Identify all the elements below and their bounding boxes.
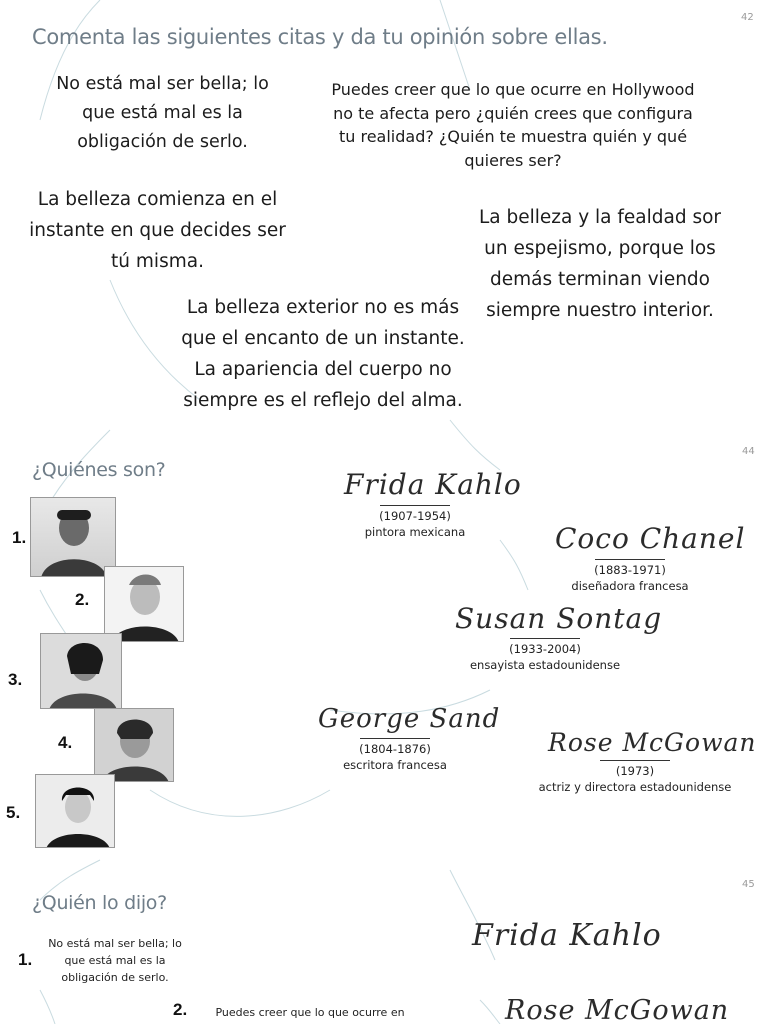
page-number: 44 [742,446,755,457]
page-number: 42 [741,12,754,23]
quote-2: Puedes creer que lo que ocurre en Hollywood no te afecta pero ¿quién crees que configura tu realidad? ¿Quién te muestra quién y qué quieres ser? [331,80,695,170]
signature-frida-kahlo: Frida Kahlo [472,918,662,953]
signature-george-sand: George Sand [318,704,501,734]
caption-years: (1973) [615,764,655,778]
portrait-icon [95,709,174,782]
caption-rule [380,505,450,506]
quote-5: La belleza exterior no es más que el encanto de un instante. La apariencia del cuerpo no siempre es el reflejo del alma. [181,297,465,411]
photo-number: 1. [12,528,27,547]
signature-coco-chanel: Coco Chanel [555,522,746,555]
page-heading: Comenta las siguientes citas y da tu opinión sobre ellas. [32,25,608,49]
page-number: 45 [742,879,755,890]
item-number: 1. [18,950,33,969]
caption-coco-chanel [550,559,710,594]
caption-rule [600,760,670,761]
caption-george-sand [325,738,465,773]
quote-4: La belleza y la fealdad sor un espejismo, porque los demás terminan viendo siempre nuestro interior. [478,207,722,321]
portrait-icon [41,634,122,709]
photo-number: 4. [58,733,73,752]
portrait-photo-3 [40,633,122,709]
portrait-icon [36,775,115,848]
caption-desc: pintora mexicana [364,525,466,539]
quote-item-2: Puedes creer que lo que ocurre en [215,1006,405,1019]
portrait-photo-2 [104,566,184,642]
photo-number: 5. [6,803,21,822]
caption-years: (1804-1876) [359,742,431,756]
photo-number: 2. [75,590,90,609]
item-number: 2. [173,1000,188,1019]
caption-frida-kahlo [340,505,490,540]
signature-rose-mcgowan: Rose McGowan [548,728,757,757]
caption-desc: actriz y directora estadounidense [538,780,732,794]
caption-rose-mcgowan [530,760,740,795]
signature-rose-mcgowan: Rose McGowan [505,995,730,1026]
caption-desc: diseñadora francesa [571,579,689,593]
portrait-photo-4 [94,708,174,782]
caption-desc: escritora francesa [343,758,447,772]
caption-rule [510,638,580,639]
signature-frida-kahlo: Frida Kahlo [344,468,522,501]
photo-number: 3. [8,670,23,689]
caption-years: (1933-2004) [509,642,581,656]
caption-rule [595,559,665,560]
page-heading: ¿Quiénes son? [32,459,166,481]
signature-susan-sontag: Susan Sontag [455,602,663,635]
portrait-icon [105,567,184,642]
caption-rule [360,738,430,739]
caption-years: (1907-1954) [379,509,451,523]
portrait-photo-5 [35,774,115,848]
portrait-photo-1 [30,497,116,577]
caption-years: (1883-1971) [594,563,666,577]
quote-1: No está mal ser bella; lo que está mal es la obligación de serlo. [56,74,269,152]
caption-susan-sontag [460,638,630,673]
quote-3: La belleza comienza en el instante en que decides ser tú misma. [29,189,286,272]
caption-desc: ensayista estadounidense [469,658,621,672]
page-heading: ¿Quién lo dijo? [32,892,167,914]
quote-item-1: No está mal ser bella; lo que está mal es la obligación de serlo. [48,937,182,984]
